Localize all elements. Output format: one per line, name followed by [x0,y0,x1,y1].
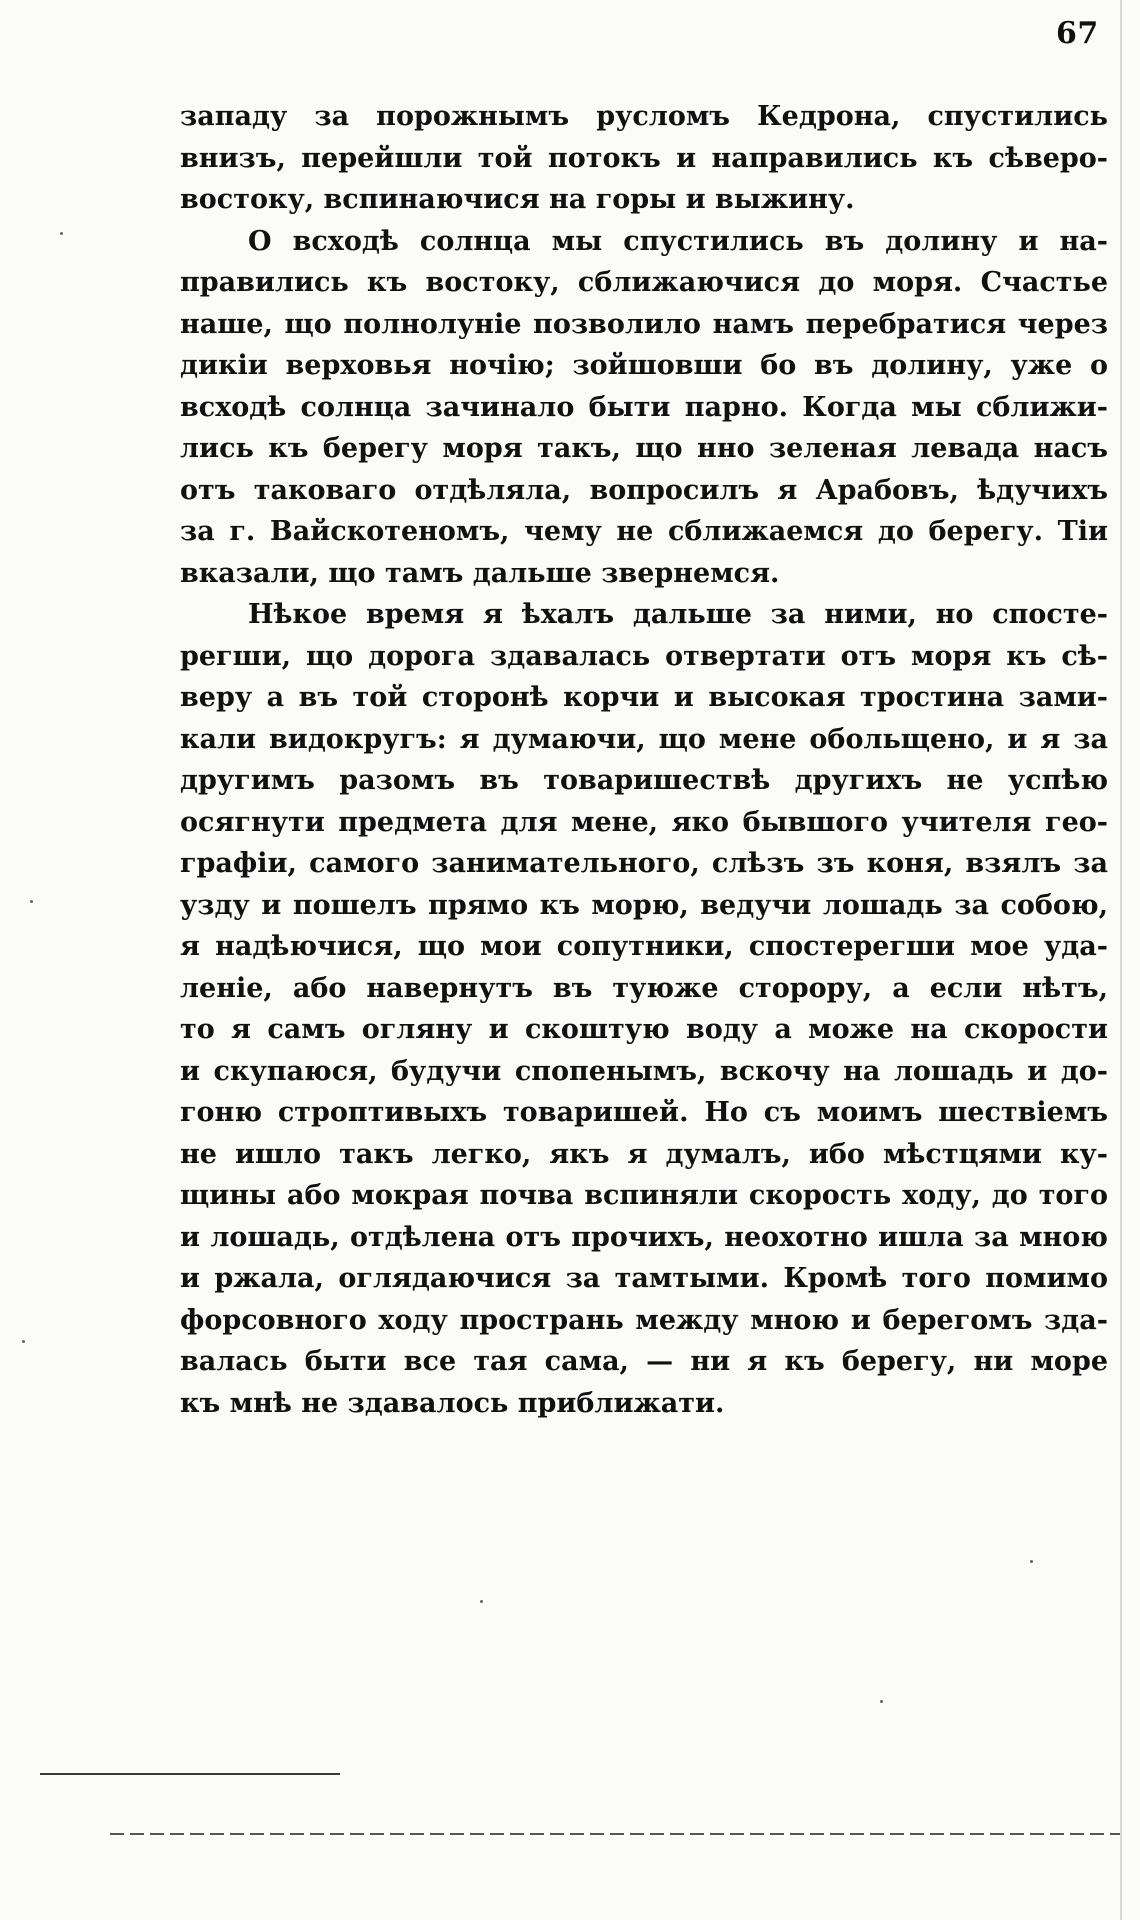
text-line: правились къ востоку, сближаючися до моря. Счастье [180,267,1108,298]
page-edge-line [1120,0,1122,1920]
text-line: внизъ, перейшли той потокъ и направились къ сѣверо- [180,142,1108,174]
text-line: и ржала, оглядаючися за тамтыми. Кромѣ того помимо [180,1263,1108,1294]
print-speck [22,1340,25,1343]
text-line: и скупаюся, будучи спопенымъ, вскочу на лошадь и до- [180,1055,1108,1087]
text-line: валась быти все тая сама, — ни я къ берегу, ни море [180,1346,1108,1377]
text-line: западу за порожнымъ русломъ Кедрона, спустились [180,101,1108,132]
text-line: не ишло такъ легко, якъ я думалъ, ибо мѣстцями ку- [180,1138,1108,1170]
text-line: Нѣкое время я ѣхалъ дальше за ними, но спосте- [248,599,1108,630]
text-line: вказали, що тамъ дальше звернемся. [180,557,780,589]
text-line: наше, що полнолуніе позволило намъ перебратися через [180,308,1108,340]
body-text [180,96,1108,1424]
text-line: О всходѣ солнца мы спустились въ долину и на- [248,225,1108,257]
text-line: дикіи верховья ночію; зойшовши бо въ долину, уже о [180,350,1108,381]
print-speck [60,232,63,235]
footer-rule-dashed [110,1833,1120,1835]
text-line: регши, що дорога здавалась отвертати отъ моря къ сѣ- [180,640,1108,672]
print-speck [480,1600,483,1603]
text-line: осягнути предмета для мене, яко бывшого учителя гео- [180,806,1108,838]
text-line: форсовного ходу пространь между мною и берегомъ зда- [180,1304,1108,1336]
print-speck [30,900,33,903]
text-line: и лошадь, отдѣлена отъ прочихъ, неохотно ишла за мною [180,1221,1108,1253]
text-line: отъ таковаго отдѣляла, вопросилъ я Арабовъ, ѣдучихъ [180,474,1108,506]
text-line: леніе, або навернутъ въ туюже сторору, а если нѣтъ, [180,972,1108,1004]
print-speck [1030,1560,1033,1563]
text-line: другимъ разомъ въ товаришествѣ другихъ не успѣю [180,765,1108,796]
text-line: графіи, самого занимательного, слѣзъ зъ коня, взялъ за [180,848,1108,879]
text-line: гоню строптивыхъ товаришей. Но съ моимъ шествіемъ [180,1097,1108,1128]
text-line: узду и пошелъ прямо къ морю, ведучи лошадь за собою, [180,889,1108,921]
print-speck [880,1700,883,1703]
text-line: лись къ берегу моря такъ, що нно зеленая левада насъ [180,433,1108,464]
text-line: кали видокругъ: я думаючи, що мене обольщено, и я за [180,723,1108,755]
text-line: всходѣ солнца зачинало быти парно. Когда мы сближи- [180,391,1108,423]
text-line: я надѣючися, що мои сопутники, спостерегши мое уда- [180,931,1108,962]
footer-rule-short [40,1773,340,1775]
text-line: щины або мокрая почва вспиняли скорость ходу, до того [180,1180,1108,1211]
text-line: веру а въ той сторонѣ корчи и высокая тростина зами- [180,682,1108,713]
text-line: то я самъ огляну и скоштую воду а може на скорости [180,1014,1108,1045]
text-line: за г. Вайскотеномъ, чему не сближаемся до берегу. Тіи [180,516,1108,547]
text-line: къ мнѣ не здавалось приближати. [180,1387,725,1419]
page-number: 67 [1056,16,1099,51]
text-line: востоку, вспинаючися на горы и выжину. [180,184,855,215]
